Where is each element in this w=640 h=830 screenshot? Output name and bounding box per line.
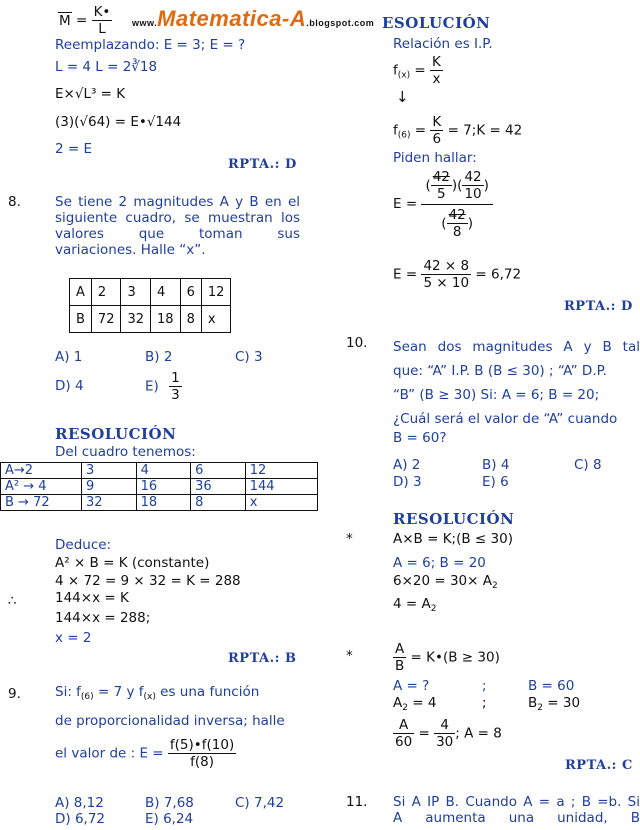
- bullet-star: *: [346, 531, 353, 547]
- option-a: A) 2: [393, 457, 421, 473]
- l-line: L = 4 L = 2∛18: [55, 59, 158, 75]
- rpta-answer: RPTA.: D: [564, 299, 633, 314]
- result-line: 2 = E: [55, 141, 93, 157]
- deduce-line-3: 144×x = K: [55, 590, 129, 606]
- res-line-6c: B = 60: [528, 678, 575, 694]
- deduce-line-4: 144×x = 288;: [55, 610, 151, 626]
- question-text: Sean dos magnitudes A y B tal que: “A” I.P. B (B ≤ 30) ; “A” D.P. “B” (B ≥ 30) Si: A = 6; B = 20; ¿Cuál será el valor de “A” cuando B = 60?: [393, 339, 640, 446]
- relacion-line: Relación es I.P.: [393, 36, 493, 52]
- bullet-star: *: [346, 648, 353, 664]
- table-row: A² → 4 9 16 36 144: [1, 479, 318, 495]
- res-line-5: $\frac{A}{B}$ = K•(B ≥ 30): [395, 641, 500, 674]
- option-c: C) 8: [574, 457, 602, 473]
- option-c: C) 3: [235, 349, 263, 365]
- option-e: E) 6: [482, 474, 509, 490]
- option-a: A) 1: [55, 349, 83, 365]
- option-d: D) 4: [55, 378, 84, 394]
- substitution-line: (3)(√64) = E•√144: [55, 114, 182, 130]
- deduce-line-1: A² × B = K (constante): [55, 555, 210, 571]
- question-number: 10.: [346, 335, 368, 351]
- f6-formula: $f_{(6)}$ = $\frac{K}{6}$ = 7;K = 42: [393, 114, 523, 147]
- option-b: B) 4: [482, 457, 510, 473]
- res-line-7a: $A_2 = 4$: [393, 695, 437, 713]
- option-b: B) 2: [145, 349, 173, 365]
- question-number: 9.: [8, 686, 21, 702]
- res-line-4: $4 = A_2$: [393, 596, 437, 614]
- e-result-formula: E = $\frac{42 \times 8}{5 \times 10}$ = 6,72: [393, 258, 522, 291]
- option-d: D) 3: [393, 474, 422, 490]
- question-number: 11.: [346, 794, 368, 810]
- res-line-3: $6\times 20 = 30\times A_2$: [393, 573, 498, 591]
- deduce-line-5: x = 2: [55, 630, 92, 646]
- e-line: E×√L³ = K: [55, 86, 126, 102]
- resolution-heading: RESOLUCIÓN: [393, 510, 515, 528]
- table-row: B → 72 32 18 8 x: [1, 495, 318, 511]
- down-arrow-icon: ↓: [396, 88, 409, 106]
- table-row: B 72 32 18 8 x: [70, 306, 231, 333]
- option-d: D) 6,72: [55, 811, 106, 827]
- option-c: C) 7,42: [235, 795, 285, 811]
- therefore-symbol: ∴: [8, 593, 17, 609]
- rpta-answer: RPTA.: B: [228, 651, 297, 666]
- e-big-fraction: E = ( $\frac{42}{5}$ )( $\frac{42}{10}$ ) ( $\frac{42}{8}$ ): [393, 167, 493, 240]
- table-row: A→2 3 4 6 12: [1, 463, 318, 479]
- table-row: A 2 3 4 6 12: [70, 279, 231, 306]
- deduce-label: Deduce:: [55, 537, 112, 553]
- res-line-1: A×B = K;(B ≤ 30): [393, 531, 513, 547]
- question-text: Si: $f_{(6)} = 7$ y $f_{(x)}$ es una función: [55, 684, 260, 702]
- fx-formula: $f_{(x)}$ = $\frac{K}{x}$: [393, 54, 441, 87]
- option-e: E) 6,24: [145, 811, 194, 827]
- option-a: A) 8,12: [55, 795, 104, 811]
- question-text-line-2: de proporcionalidad inversa; halle: [55, 713, 285, 729]
- res-line-2: A = 6; B = 20: [393, 555, 486, 571]
- del-cuadro-line: Del cuadro tenemos:: [55, 444, 196, 460]
- res-line-8: $\frac{A}{60}$ = $\frac{4}{30}$ ; A = 8: [395, 717, 502, 750]
- question-formula: el valor de : E = $\frac{f(5)•f(10)}{f(8)}$: [55, 737, 235, 770]
- piden-line: Piden hallar:: [393, 150, 477, 166]
- res-line-7b: ;: [482, 695, 487, 711]
- resolution-heading-top: ESOLUCIÓN: [382, 14, 491, 32]
- option-b: B) 7,68: [145, 795, 194, 811]
- option-e: E) $\frac{1}{3}$: [145, 370, 180, 403]
- resolution-table: [0, 462, 318, 511]
- site-logo: www.Matematica-A.blogspot.com: [132, 6, 375, 31]
- res-line-6a: A = ?: [393, 678, 430, 694]
- data-table: [69, 278, 231, 333]
- rpta-answer: RPTA.: D: [228, 157, 297, 172]
- rpta-answer: RPTA.: C: [565, 758, 633, 773]
- top-formula: M = $\frac{K•}{L}$: [59, 4, 111, 37]
- resolution-heading: RESOLUCIÓN: [55, 425, 177, 443]
- question-text: Se tiene 2 magnitudes A y B en el siguiente cuadro, se muestran los valores que toman sus variaciones. Halle “x”.: [55, 194, 300, 258]
- res-line-7c: $B_2 = 30$: [528, 695, 581, 713]
- deduce-line-2: 4 × 72 = 9 × 32 = K = 288: [55, 573, 241, 589]
- res-line-6b: ;: [482, 678, 487, 694]
- question-number: 8.: [8, 194, 21, 210]
- reemplazando-line: Reemplazando: E = 3; E = ?: [55, 37, 246, 53]
- question-text: Si A IP B. Cuando A = a ; B =b. Si A aumenta una unidad, B: [393, 794, 640, 826]
